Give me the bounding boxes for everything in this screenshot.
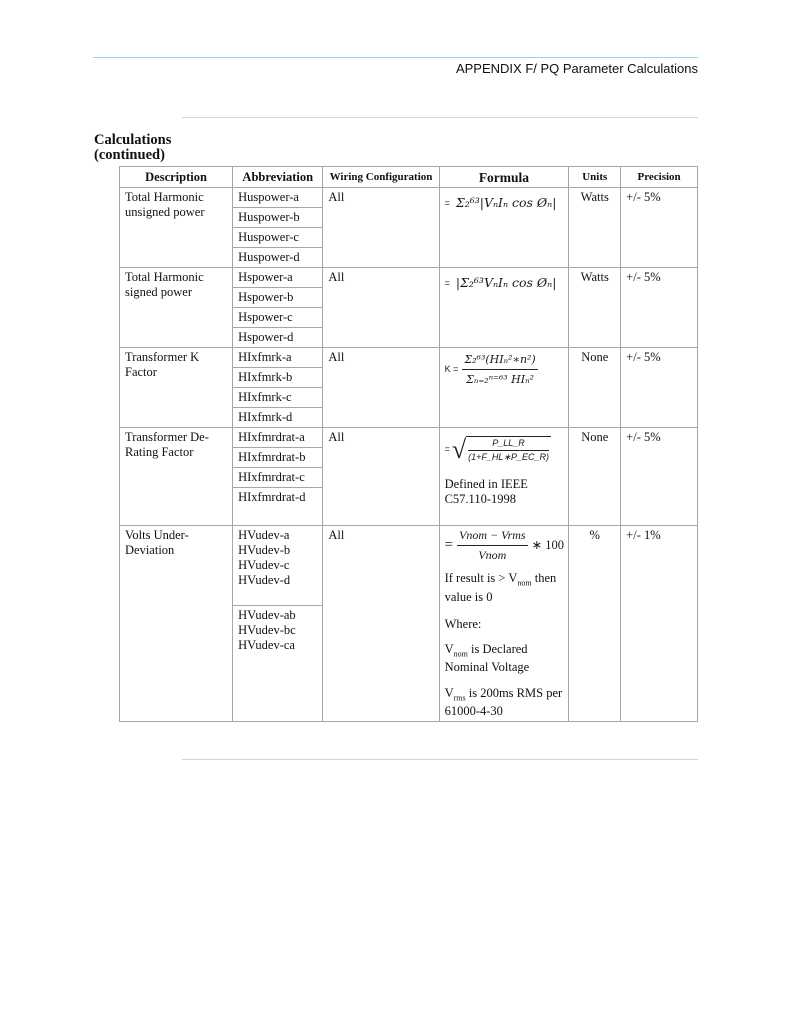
wiring-cell: All (323, 348, 439, 428)
wiring-cell: All (323, 526, 439, 722)
column-header-units: Units (569, 167, 621, 188)
column-header-description: Description (120, 167, 233, 188)
square-root-symbol: √ (451, 435, 467, 464)
abbreviation-cell: Huspower-c (233, 228, 323, 248)
formula-k-factor (445, 352, 564, 387)
formula-cell (439, 348, 569, 428)
formula-note-where: Where: (444, 617, 482, 631)
abbreviation-group (233, 606, 323, 722)
units-cell: Watts (569, 188, 621, 268)
table-header-row (120, 167, 698, 188)
column-header-abbreviation: Abbreviation (233, 167, 323, 188)
note-text: then value is 0 (444, 571, 557, 604)
k-factor-denominator: Σₙ₌₂ⁿ⁼⁶³ HIₙ² (466, 373, 534, 386)
abbreviation-cell: HIxfmrk-a (233, 348, 323, 368)
table-row (120, 188, 698, 208)
formula-prefix: = (444, 197, 450, 208)
abbreviation-item: HVudev-ca (238, 638, 295, 652)
abbreviation-cell: HIxfmrk-d (233, 408, 323, 428)
formula-prefix: = (444, 444, 450, 454)
derating-denominator: (1+F_HL∗P_EC_R) (468, 452, 549, 462)
abbreviation-cell: Hspower-a (233, 268, 323, 288)
formula-cell (439, 268, 569, 348)
note-text: If result is > V (444, 571, 518, 585)
derating-numerator: P_LL_R (468, 438, 549, 451)
note-subscript: nom (453, 649, 468, 659)
formula-prefix: = (444, 537, 454, 553)
table-row (120, 526, 698, 606)
wiring-cell: All (323, 268, 439, 348)
column-header-wiring: Wiring Configuration (323, 167, 439, 188)
description-cell: Transformer K Factor (120, 348, 233, 428)
table-row (120, 428, 698, 448)
formula-under-deviation (445, 528, 564, 563)
abbreviation-item: HVudev-d (238, 573, 291, 587)
under-deviation-numerator: Vnom − Vrms (457, 528, 528, 546)
description-cell: Volts Under-Deviation (120, 526, 233, 722)
abbreviation-cell: HIxfmrdrat-a (233, 428, 323, 448)
column-header-precision: Precision (621, 167, 698, 188)
abbreviation-cell: Huspower-a (233, 188, 323, 208)
formula-prefix: = (444, 277, 450, 288)
precision-cell: +/- 5% (621, 348, 698, 428)
formula-expression: |Σ₂⁶³VₙIₙ cos Øₙ| (455, 275, 557, 290)
abbreviation-cell: Huspower-b (233, 208, 323, 228)
abbreviation-cell: HIxfmrdrat-d (233, 488, 323, 526)
section-title (94, 133, 171, 163)
abbreviation-item: HVudev-a (238, 528, 290, 542)
calculations-table (119, 166, 698, 722)
section-divider (182, 117, 698, 118)
units-cell: None (569, 348, 621, 428)
precision-cell: +/- 5% (621, 188, 698, 268)
table-row (120, 348, 698, 368)
precision-cell: +/- 5% (621, 268, 698, 348)
units-cell: None (569, 428, 621, 526)
abbreviation-cell: HIxfmrdrat-c (233, 468, 323, 488)
abbreviation-cell: HIxfmrk-c (233, 388, 323, 408)
formula-cell (439, 188, 569, 268)
abbreviation-item: HVudev-bc (238, 623, 296, 637)
units-cell: Watts (569, 268, 621, 348)
formula-prefix: K = (444, 364, 459, 374)
section-title-line1: Calculations (94, 132, 172, 148)
description-cell: Transformer De-Rating Factor (120, 428, 233, 526)
formula-unsigned-power (445, 194, 564, 212)
abbreviation-group (233, 526, 323, 606)
abbreviation-item: HVudev-ab (238, 608, 296, 622)
formula-note-vrms (445, 684, 564, 720)
description-cell: Total Harmonic signed power (120, 268, 233, 348)
footer-divider (182, 759, 698, 760)
precision-cell: +/- 1% (621, 526, 698, 722)
header-rule (93, 57, 698, 58)
formula-signed-power (445, 274, 564, 292)
description-cell: Total Harmonic unsigned power (120, 188, 233, 268)
derating-square-root (452, 436, 551, 463)
abbreviation-cell: Hspower-d (233, 328, 323, 348)
formula-expression: Σ₂⁶³|VₙIₙ cos Øₙ| (455, 195, 557, 210)
formula-derating-factor (445, 436, 564, 463)
formula-note: Defined in IEEE C57.110-1998 (444, 477, 528, 506)
column-header-formula: Formula (439, 167, 569, 188)
abbreviation-cell: Huspower-d (233, 248, 323, 268)
abbreviation-cell: Hspower-b (233, 288, 323, 308)
abbreviation-item: HVudev-b (238, 543, 291, 557)
table-row (120, 268, 698, 288)
note-text: V (444, 686, 454, 700)
under-deviation-multiplier: ∗ 100 (531, 538, 564, 552)
wiring-cell: All (323, 188, 439, 268)
under-deviation-denominator: Vnom (478, 548, 507, 562)
formula-note-vnom (445, 640, 564, 676)
precision-cell: +/- 5% (621, 428, 698, 526)
formula-cell (439, 526, 569, 722)
units-cell: % (569, 526, 621, 722)
abbreviation-item: HVudev-c (238, 558, 290, 572)
k-factor-numerator: Σ₂⁶³(HIₙ²∗n²) (462, 352, 537, 370)
note-text: is Declared Nominal Voltage (444, 642, 530, 674)
note-text: is 200ms RMS per 61000-4-30 (444, 686, 563, 718)
abbreviation-cell: HIxfmrk-b (233, 368, 323, 388)
running-header: APPENDIX F/ PQ Parameter Calculations (455, 61, 698, 76)
formula-note-condition (445, 569, 564, 607)
note-subscript: nom (517, 578, 532, 588)
abbreviation-cell: Hspower-c (233, 308, 323, 328)
note-subscript: rms (453, 693, 466, 703)
formula-cell (439, 428, 569, 526)
wiring-cell: All (323, 428, 439, 526)
under-deviation-fraction (457, 528, 528, 563)
abbreviation-cell: HIxfmrdrat-b (233, 448, 323, 468)
section-title-line2: (continued) (94, 147, 165, 163)
note-text: V (444, 642, 454, 656)
k-factor-fraction (462, 352, 537, 387)
